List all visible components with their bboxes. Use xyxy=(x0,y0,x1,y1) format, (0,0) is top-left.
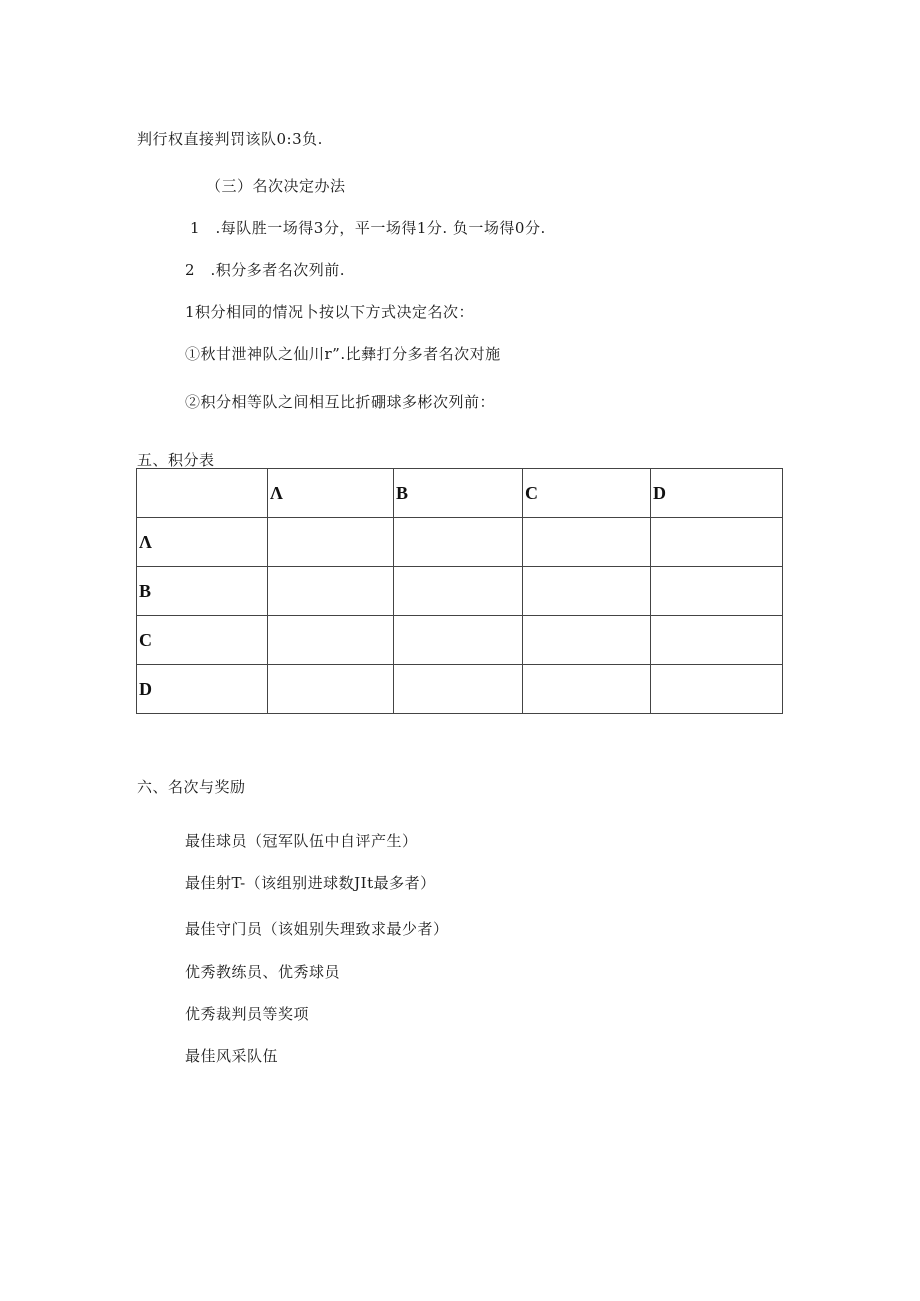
table-cell xyxy=(394,616,523,665)
rule-item-1: 1 .每队胜一场得3分，平一场得1分. 负一场得0分. xyxy=(190,219,546,237)
table-cell xyxy=(394,665,523,714)
table-cell xyxy=(268,518,394,567)
award-item-excellent-referee: 优秀裁判员等奖项 xyxy=(185,1005,310,1023)
ranking-method-heading: （三）名次决定办法 xyxy=(206,177,346,195)
table-row xyxy=(137,567,783,616)
column-header-b: B xyxy=(394,469,523,518)
table-cell xyxy=(651,616,783,665)
award-item-best-style-team: 最佳风采队伍 xyxy=(185,1047,279,1065)
table-cell xyxy=(651,665,783,714)
award-item-top-scorer: 最佳射T-（该组别进球数JIt最多者） xyxy=(185,874,436,892)
table-cell xyxy=(651,567,783,616)
rule-sub-item-2: ②积分相等队之间相互比折硼球多彬次列前： xyxy=(185,393,496,411)
award-item-excellent-coach: 优秀教练员、优秀球员 xyxy=(185,963,341,981)
table-cell xyxy=(394,518,523,567)
table-cell xyxy=(523,665,651,714)
award-item-best-goalkeeper: 最佳守门员（该姐别失理致求最少者） xyxy=(185,920,449,938)
column-header-d: D xyxy=(651,469,783,518)
table-cell xyxy=(523,616,651,665)
table-cell xyxy=(268,665,394,714)
column-header-a: Λ xyxy=(268,469,394,518)
score-table xyxy=(136,468,783,714)
rule-item-2: 2 .积分多者名次列前. xyxy=(185,261,346,279)
row-header-c: C xyxy=(137,616,268,665)
award-item-best-player: 最佳球员（冠军队伍中自评产生） xyxy=(185,832,418,850)
row-header-b: B xyxy=(137,567,268,616)
table-cell xyxy=(394,567,523,616)
table-cell xyxy=(651,518,783,567)
table-row xyxy=(137,616,783,665)
table-cell xyxy=(523,518,651,567)
penalty-line: 判行权直接判罚该队0:3负. xyxy=(137,130,323,148)
row-header-d: D xyxy=(137,665,268,714)
table-cell xyxy=(523,567,651,616)
row-header-a: Λ xyxy=(137,518,268,567)
table-row xyxy=(137,665,783,714)
table-corner-cell xyxy=(137,469,268,518)
awards-heading: 六、名次与奖励 xyxy=(137,778,246,796)
table-row xyxy=(137,518,783,567)
score-table-heading: 五、积分表 xyxy=(137,451,215,469)
rule-item-3: 1积分相同的情况卜按以下方式决定名次： xyxy=(185,303,475,321)
column-header-c: C xyxy=(523,469,651,518)
table-cell xyxy=(268,616,394,665)
table-cell xyxy=(268,567,394,616)
table-header-row xyxy=(137,469,783,518)
rule-sub-item-1: ①秋甘泄神队之仙川r”.比彝打分多者名次对施 xyxy=(185,345,501,363)
